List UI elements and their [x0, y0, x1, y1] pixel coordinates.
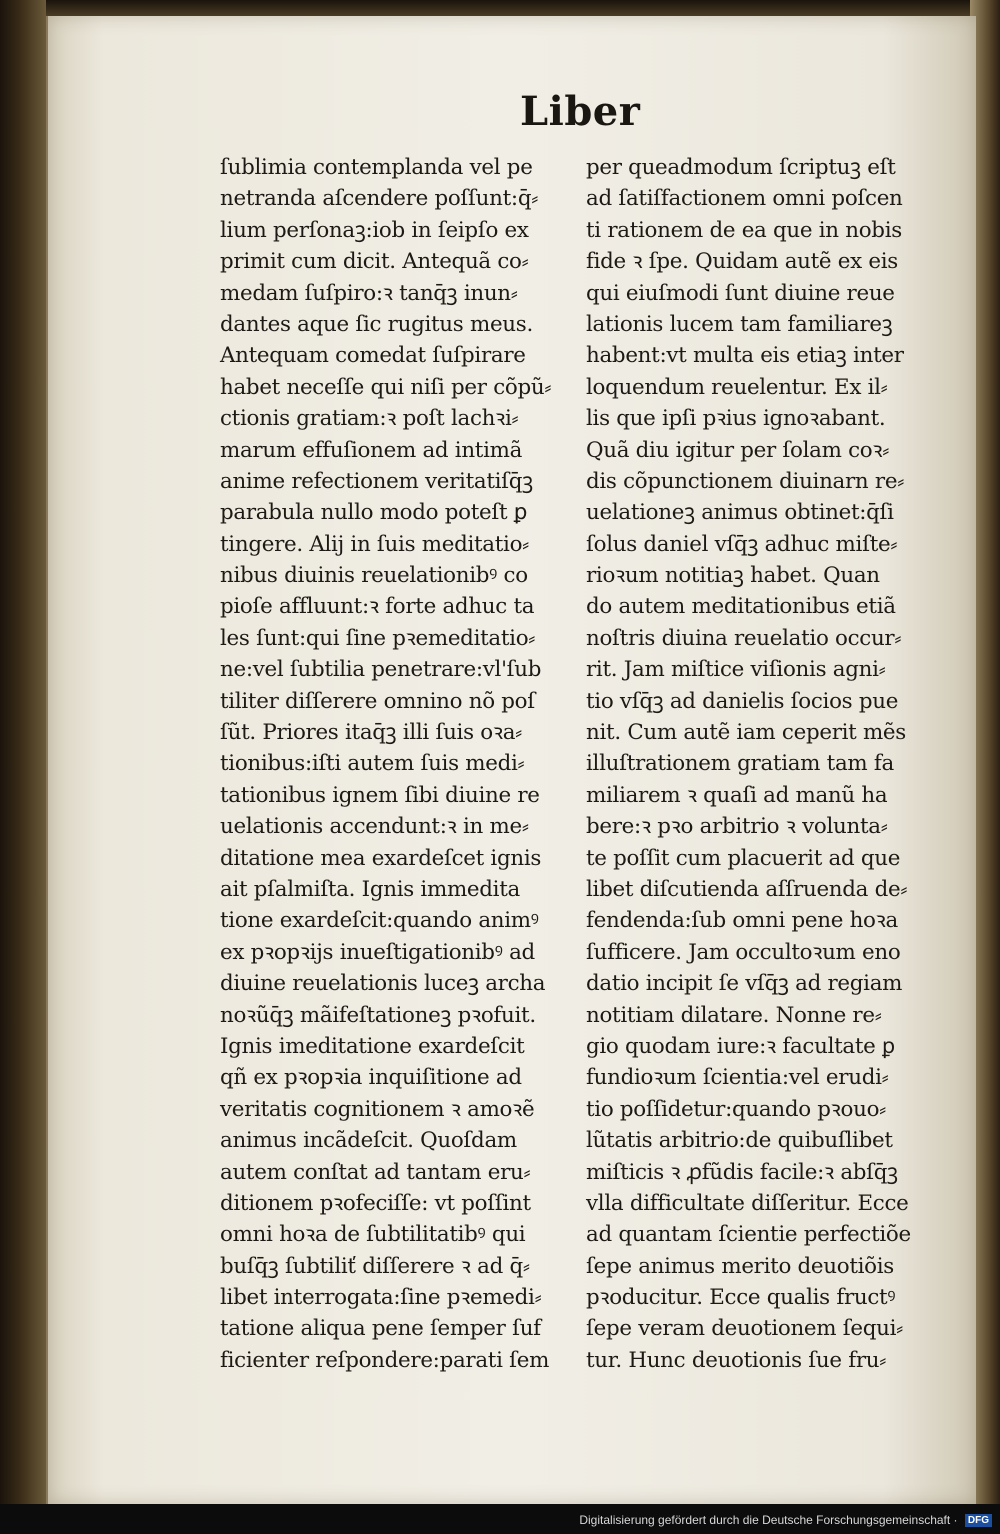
- text-line: tationibus ignem ſibi diuine re: [220, 782, 540, 808]
- show-through-decoration: [838, 76, 988, 156]
- text-line: ditionem pꝛofeciſſe: vt poſſint: [220, 1190, 531, 1216]
- dfg-logo: DFG: [965, 1514, 992, 1527]
- text-line: te poſſit cum placuerit ad que: [586, 845, 901, 871]
- footer-bar: [0, 1504, 1000, 1534]
- text-line: anime refectionem veritatiſq̄ꝫ: [220, 468, 533, 494]
- text-line: bere:ꝛ pꝛo arbitrio ꝛ volunta⸗: [586, 814, 888, 840]
- text-line: netranda aſcendere poſſunt:q̄⸗: [220, 186, 539, 212]
- text-line: medam ſuſpiro:ꝛ tanq̄ꝫ inun⸗: [220, 280, 518, 306]
- text-line: habent:vt multa eis etiaꝫ inter: [586, 343, 904, 369]
- text-line: qñ ex pꝛopꝛia inquiſitione ad: [220, 1065, 522, 1091]
- text-line: notitiam dilatare. Nonne re⸗: [586, 1002, 882, 1028]
- text-line: ti rationem de ea que in nobis: [586, 217, 902, 243]
- text-line: habet neceſſe qui niſi per cõpũ⸗: [220, 374, 552, 400]
- text-line: uelationeꝫ animus obtinet:q̄ſi: [586, 500, 894, 526]
- text-line: parabula nullo modo poteſt ꝑ: [220, 500, 528, 526]
- text-line: pꝛoducitur. Ecce qualis fructꝰ: [586, 1285, 896, 1311]
- text-line: tiliter diſſerere omnino nõ poſ: [220, 688, 535, 714]
- text-line: tionibus:iſti autem ſuis medi⸗: [220, 751, 525, 777]
- book-binding-left: [0, 0, 46, 1534]
- text-line: lũtatis arbitrio:de quibuſlibet: [586, 1128, 893, 1154]
- text-line: ditatione mea exardeſcet ignis: [220, 845, 542, 871]
- text-line: fendenda:ſub omni pene hoꝛa: [586, 908, 898, 934]
- text-line: animus incãdeſcit. Quoſdam: [220, 1128, 517, 1154]
- text-line: ſũt. Priores itaq̄ꝫ illi ſuis oꝛa⸗: [220, 720, 522, 746]
- text-line: loquendum reuelentur. Ex il⸗: [586, 374, 888, 400]
- text-line: fide ꝛ ſpe. Quidam autẽ ex eis: [586, 249, 898, 275]
- text-line: tingere. Alij in ſuis meditatio⸗: [220, 531, 530, 557]
- text-line: rit. Jam miſtice viſionis agni⸗: [586, 657, 886, 683]
- text-column-left: [220, 152, 570, 1376]
- text-line: Quã diu igitur per ſolam coꝛ⸗: [586, 437, 890, 463]
- text-line: ait pſalmiſta. Ignis immedita: [220, 876, 520, 902]
- text-line: Antequam comedat ſuſpirare: [220, 343, 526, 369]
- text-line: rioꝛum notitiaꝫ habet. Quan: [586, 563, 880, 589]
- text-line: dis cõpunctionem diuinarn re⸗: [586, 468, 905, 494]
- text-line: lationis lucem tam familiareꝫ: [586, 311, 893, 337]
- text-line: nit. Cum autẽ iam ceperit mẽs: [586, 720, 906, 746]
- text-line: dantes aque ſic rugitus meus.: [220, 311, 533, 337]
- text-line: primit cum dicit. Antequã co⸗: [220, 249, 529, 275]
- text-line: tatione aliqua pene ſemper ſuf: [220, 1316, 541, 1342]
- text-line: ex pꝛopꝛijs inueſtigationibꝰ ad: [220, 939, 535, 965]
- text-line: tur. Hunc deuotionis ſue fru⸗: [586, 1347, 887, 1373]
- text-line: tione exardeſcit:quando animꝰ: [220, 908, 539, 934]
- text-line: diuine reuelationis luceꝫ archa: [220, 971, 546, 997]
- text-line: buſq̄ꝫ ſubtiliť diſſerere ꝛ ad q̄⸗: [220, 1253, 530, 1279]
- text-line: ad ſatiſfactionem omni poſcen: [586, 186, 903, 212]
- text-line: ſufficere. Jam occultoꝛum eno: [586, 939, 901, 965]
- text-line: veritatis cognitionem ꝛ amoꝛẽ: [220, 1096, 535, 1122]
- footer-credit-text: Digitalisierung gefördert durch die Deutsche Forschungsgemeinschaft ·: [579, 1512, 958, 1527]
- text-line: omni hoꝛa de ſubtilitatibꝰ qui: [220, 1222, 526, 1248]
- text-line: ſepe animus merito deuotiõis: [586, 1253, 894, 1279]
- text-line: tio poſſidetur:quando pꝛouo⸗: [586, 1096, 886, 1122]
- text-line: libet interrogata:ſine pꝛemedi⸗: [220, 1285, 542, 1311]
- text-line: fundioꝛum ſcientia:vel erudi⸗: [586, 1065, 889, 1091]
- text-column-right: [586, 152, 936, 1376]
- text-line: pioſe affluunt:ꝛ forte adhuc ta: [220, 594, 535, 620]
- text-line: marum effuſionem ad intimã: [220, 437, 523, 463]
- text-line: ne:vel ſubtilia penetrare:vl'ſub: [220, 657, 542, 683]
- text-line: miſticis ꝛ ꝓfũdis facile:ꝛ abſq̄ꝫ: [586, 1159, 898, 1185]
- text-line: lium perſonaꝫ:iob in ſeipſo ex: [220, 217, 529, 243]
- text-line: autem conſtat ad tantam eru⸗: [220, 1159, 531, 1185]
- footer-credit: [579, 1513, 992, 1527]
- text-line: les ſunt:qui ſine pꝛemeditatio⸗: [220, 625, 536, 651]
- text-line: ſolus daniel vſq̄ꝫ adhuc miſte⸗: [586, 531, 898, 557]
- text-line: Ignis imeditatione exardeſcit: [220, 1033, 525, 1059]
- text-line: illuſtrationem gratiam tam fa: [586, 751, 894, 777]
- text-line: libet diſcutienda aſſruenda de⸗: [586, 876, 908, 902]
- text-line: datio incipit ſe vſq̄ꝫ ad regiam: [586, 971, 903, 997]
- text-line: ſepe veram deuotionem ſequi⸗: [586, 1316, 903, 1342]
- text-line: uelationis accendunt:ꝛ in me⸗: [220, 814, 529, 840]
- text-line: ficienter reſpondere:parati ſem: [220, 1347, 550, 1373]
- text-line: tio vſq̄ꝫ ad danielis ſocios pue: [586, 688, 899, 714]
- text-line: vlla difficultate diſſeritur. Ecce: [586, 1190, 909, 1216]
- text-line: lis que ipſi pꝛius ignoꝛabant.: [586, 406, 886, 432]
- text-line: gio quodam iure:ꝛ facultate ꝑ: [586, 1033, 895, 1059]
- text-line: do autem meditationibus etiã: [586, 594, 896, 620]
- text-line: ctionis gratiam:ꝛ poſt lachꝛi⸗: [220, 406, 519, 432]
- book-binding-top: [0, 0, 1000, 16]
- running-head: Liber: [520, 88, 641, 135]
- text-line: ad quantam ſcientie perfectiõe: [586, 1222, 911, 1248]
- text-line: noꝛũq̄ꝫ mãifeſtationeꝫ pꝛofuit.: [220, 1002, 536, 1028]
- text-line: miliarem ꝛ quaſi ad manũ ha: [586, 782, 888, 808]
- text-line: qui eiuſmodi ſunt diuine reue: [586, 280, 895, 306]
- text-line: noſtris diuina reuelatio occur⸗: [586, 625, 902, 651]
- text-line: per queadmodum ſcriptuꝫ eſt: [586, 155, 896, 180]
- text-line: ſublimia contemplanda vel pe: [220, 155, 533, 180]
- text-line: nibus diuinis reuelationibꝰ co: [220, 563, 528, 589]
